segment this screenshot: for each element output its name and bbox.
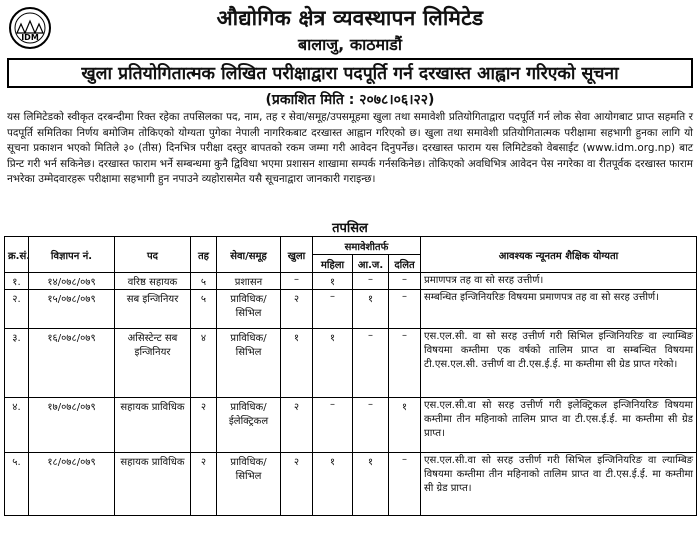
cell-service-group: प्राविधिक/ सिभिल bbox=[217, 453, 281, 516]
cell-open: २ bbox=[281, 398, 313, 453]
cell-sn: २. bbox=[5, 290, 29, 329]
cell-post: असिस्टेन्ट सब इन्जिनियर bbox=[115, 329, 191, 398]
notice-title: खुला प्रतियोगितात्मक लिखित परीक्षाद्वारा पदपूर्ति गर्न दरखास्त आह्वान गरिएको सूचना bbox=[81, 64, 619, 84]
cell-service-group: प्राविधिक/ सिभिल bbox=[217, 329, 281, 398]
cell-women: १ bbox=[313, 273, 353, 290]
logo-text: IDM bbox=[21, 33, 39, 42]
cell-advert-no: १६/०७८/०७९ bbox=[29, 329, 115, 398]
cell-service-group: प्राविधिक/ सिभिल bbox=[217, 290, 281, 329]
cell-women: १ bbox=[313, 453, 353, 516]
cell-sn: ५. bbox=[5, 453, 29, 516]
cell-advert-no: १४/०७८/०७९ bbox=[29, 273, 115, 290]
cell-women: – bbox=[313, 290, 353, 329]
cell-post: वरिष्ठ सहायक bbox=[115, 273, 191, 290]
cell-level: ५ bbox=[191, 290, 217, 329]
cell-level: २ bbox=[191, 453, 217, 516]
organization-name: औद्योगिक क्षेत्र व्यवस्थापन लिमिटेड bbox=[216, 6, 484, 30]
cell-dalit: – bbox=[389, 329, 421, 398]
cell-qualification: एस.एल.सी.वा सो सरह उत्तीर्ण गरी इलेक्ट्रिकल इन्जिनियरिङ विषयमा कम्तीमा तीन महिनाको तालिम प्राप्त वा टी.एस.ई.ई. मा कम्तीमा सी ग्रेड प्राप्त। bbox=[421, 398, 697, 453]
cell-qualification: एस.एल.सी.वा सो सरह उत्तीर्ण गरी सिभिल इन्जिनियरिङ वा ल्याम्बिङ विषयमा कम्तीमा तीन महिनाको तालिम प्राप्त वा टी.एस.ई.ई. मा कम्तीमा सी ग्रेड प्राप्त। bbox=[421, 453, 697, 516]
col-header-women: महिला bbox=[313, 255, 353, 273]
cell-janajati: – bbox=[353, 329, 389, 398]
cell-sn: ४. bbox=[5, 398, 29, 453]
cell-janajati: १ bbox=[353, 290, 389, 329]
cell-sn: १. bbox=[5, 273, 29, 290]
cell-open: २ bbox=[281, 453, 313, 516]
col-header-advert-no: विज्ञापन नं. bbox=[29, 237, 115, 273]
table-row bbox=[5, 398, 697, 453]
cell-post: सहायक प्राविधिक bbox=[115, 453, 191, 516]
cell-janajati: – bbox=[353, 398, 389, 453]
cell-advert-no: १८/०७८/०७९ bbox=[29, 453, 115, 516]
cell-dalit: – bbox=[389, 290, 421, 329]
table-row bbox=[5, 453, 697, 516]
cell-service-group: प्रशासन bbox=[217, 273, 281, 290]
cell-open: १ bbox=[281, 329, 313, 398]
notice-title-banner bbox=[7, 58, 693, 88]
cell-qualification: प्रमाणपत्र तह वा सो सरह उत्तीर्ण। bbox=[421, 273, 697, 290]
col-header-qualification: आवश्यक न्यूनतम शैक्षिक योग्यता bbox=[421, 237, 697, 273]
cell-open: – bbox=[281, 273, 313, 290]
cell-dalit: – bbox=[389, 273, 421, 290]
col-header-service-group: सेवा/समूह bbox=[217, 237, 281, 273]
table-row bbox=[5, 329, 697, 398]
organization-address: बालाजु, काठमाडौं bbox=[298, 35, 402, 54]
details-heading: तपसिल bbox=[332, 221, 368, 236]
cell-advert-no: १५/०७८/०७९ bbox=[29, 290, 115, 329]
cell-women: १ bbox=[313, 329, 353, 398]
col-header-inclusive: समावेशीतर्फ bbox=[313, 237, 421, 255]
cell-open: २ bbox=[281, 290, 313, 329]
notice-paragraph: यस लिमिटेडको स्वीकृत दरबन्दीमा रिक्त रहेका तपसिलका पद, नाम, तह र सेवा/समूह/उपसमूहमा खुला तथा समावेशी प्रतियोगिताद्वारा पदपूर्ति गर्न लोक सेवा आयोगबाट प्राप्त सहमति र पदपूर्ति समितिका निर्णय बमोजिम तोकिएको योग्यता पुगेका नेपाली नागरिकबाट दरखास्त आह्वान गरिएको छ। खुला तथा समावेशी प्रतियोगितात्मक परीक्षामा सहभागी हुनका लागि यो सूचना प्रकाशन भएको मितिले ३० (तीस) दिनभित्र परीक्षा दस्तुर बापतको रकम जम्मा गरी आवेदन दिनुपर्नेछ। दरखास्त फाराम यस लिमिटेडको वेबसाईट (www.idm.org.np) बाट प्रिन्ट गरी भर्न सकिनेछ। दरखास्त फाराम भर्ने सम्बन्धमा कुनै द्विविधा भएमा प्रशासन शाखामा सम्पर्क गर्नसकिनेछ। तोकिएको अवधिभित्र आवेदन पेस नगरेका वा रीतपूर्वक दरखास्त फाराम नभरेका उम्मेदवारहरू परीक्षामा सहभागी हुन नपाउने व्यहोरासमेत यसै सूचनाद्वारा जानकारी गराइन्छ। bbox=[7, 111, 693, 186]
cell-qualification: एस.एल.सी. वा सो सरह उत्तीर्ण गरी सिभिल इन्जिनियरिङ वा ल्याम्बिङ विषयमा कम्तीमा एक वर्षको तालिम प्राप्त वा सम्बन्धित विषयमा टी.एस.एल.सी. उत्तीर्ण वा टी.एस.ई.ई. मा कम्तीमा सी ग्रेड प्राप्त गरेको। bbox=[421, 329, 697, 398]
col-header-level: तह bbox=[191, 237, 217, 273]
cell-sn: ३. bbox=[5, 329, 29, 398]
cell-dalit: १ bbox=[389, 398, 421, 453]
col-header-dalit: दलित bbox=[389, 255, 421, 273]
cell-post: सब इन्जिनियर bbox=[115, 290, 191, 329]
cell-level: ४ bbox=[191, 329, 217, 398]
col-header-post: पद bbox=[115, 237, 191, 273]
table-row bbox=[5, 290, 697, 329]
notice-body bbox=[7, 110, 693, 188]
published-date: (प्रकाशित मिति : २०७८।०६।२२) bbox=[265, 92, 435, 108]
cell-post: सहायक प्राविधिक bbox=[115, 398, 191, 453]
cell-level: २ bbox=[191, 398, 217, 453]
vacancy-table bbox=[4, 236, 697, 516]
cell-qualification: सम्बन्धित इन्जिनियरिङ विषयमा प्रमाणपत्र तह वा सो सरह उत्तीर्ण। bbox=[421, 290, 697, 329]
col-header-janajati: आ.ज. bbox=[353, 255, 389, 273]
cell-level: ५ bbox=[191, 273, 217, 290]
cell-advert-no: १७/०७८/०७९ bbox=[29, 398, 115, 453]
col-header-open: खुला bbox=[281, 237, 313, 273]
cell-janajati: – bbox=[353, 273, 389, 290]
cell-dalit: – bbox=[389, 453, 421, 516]
col-header-sn: क्र.सं. bbox=[5, 237, 29, 273]
cell-service-group: प्राविधिक/ ईलेक्ट्रिकल bbox=[217, 398, 281, 453]
cell-women: – bbox=[313, 398, 353, 453]
cell-janajati: १ bbox=[353, 453, 389, 516]
table-row bbox=[5, 273, 697, 290]
